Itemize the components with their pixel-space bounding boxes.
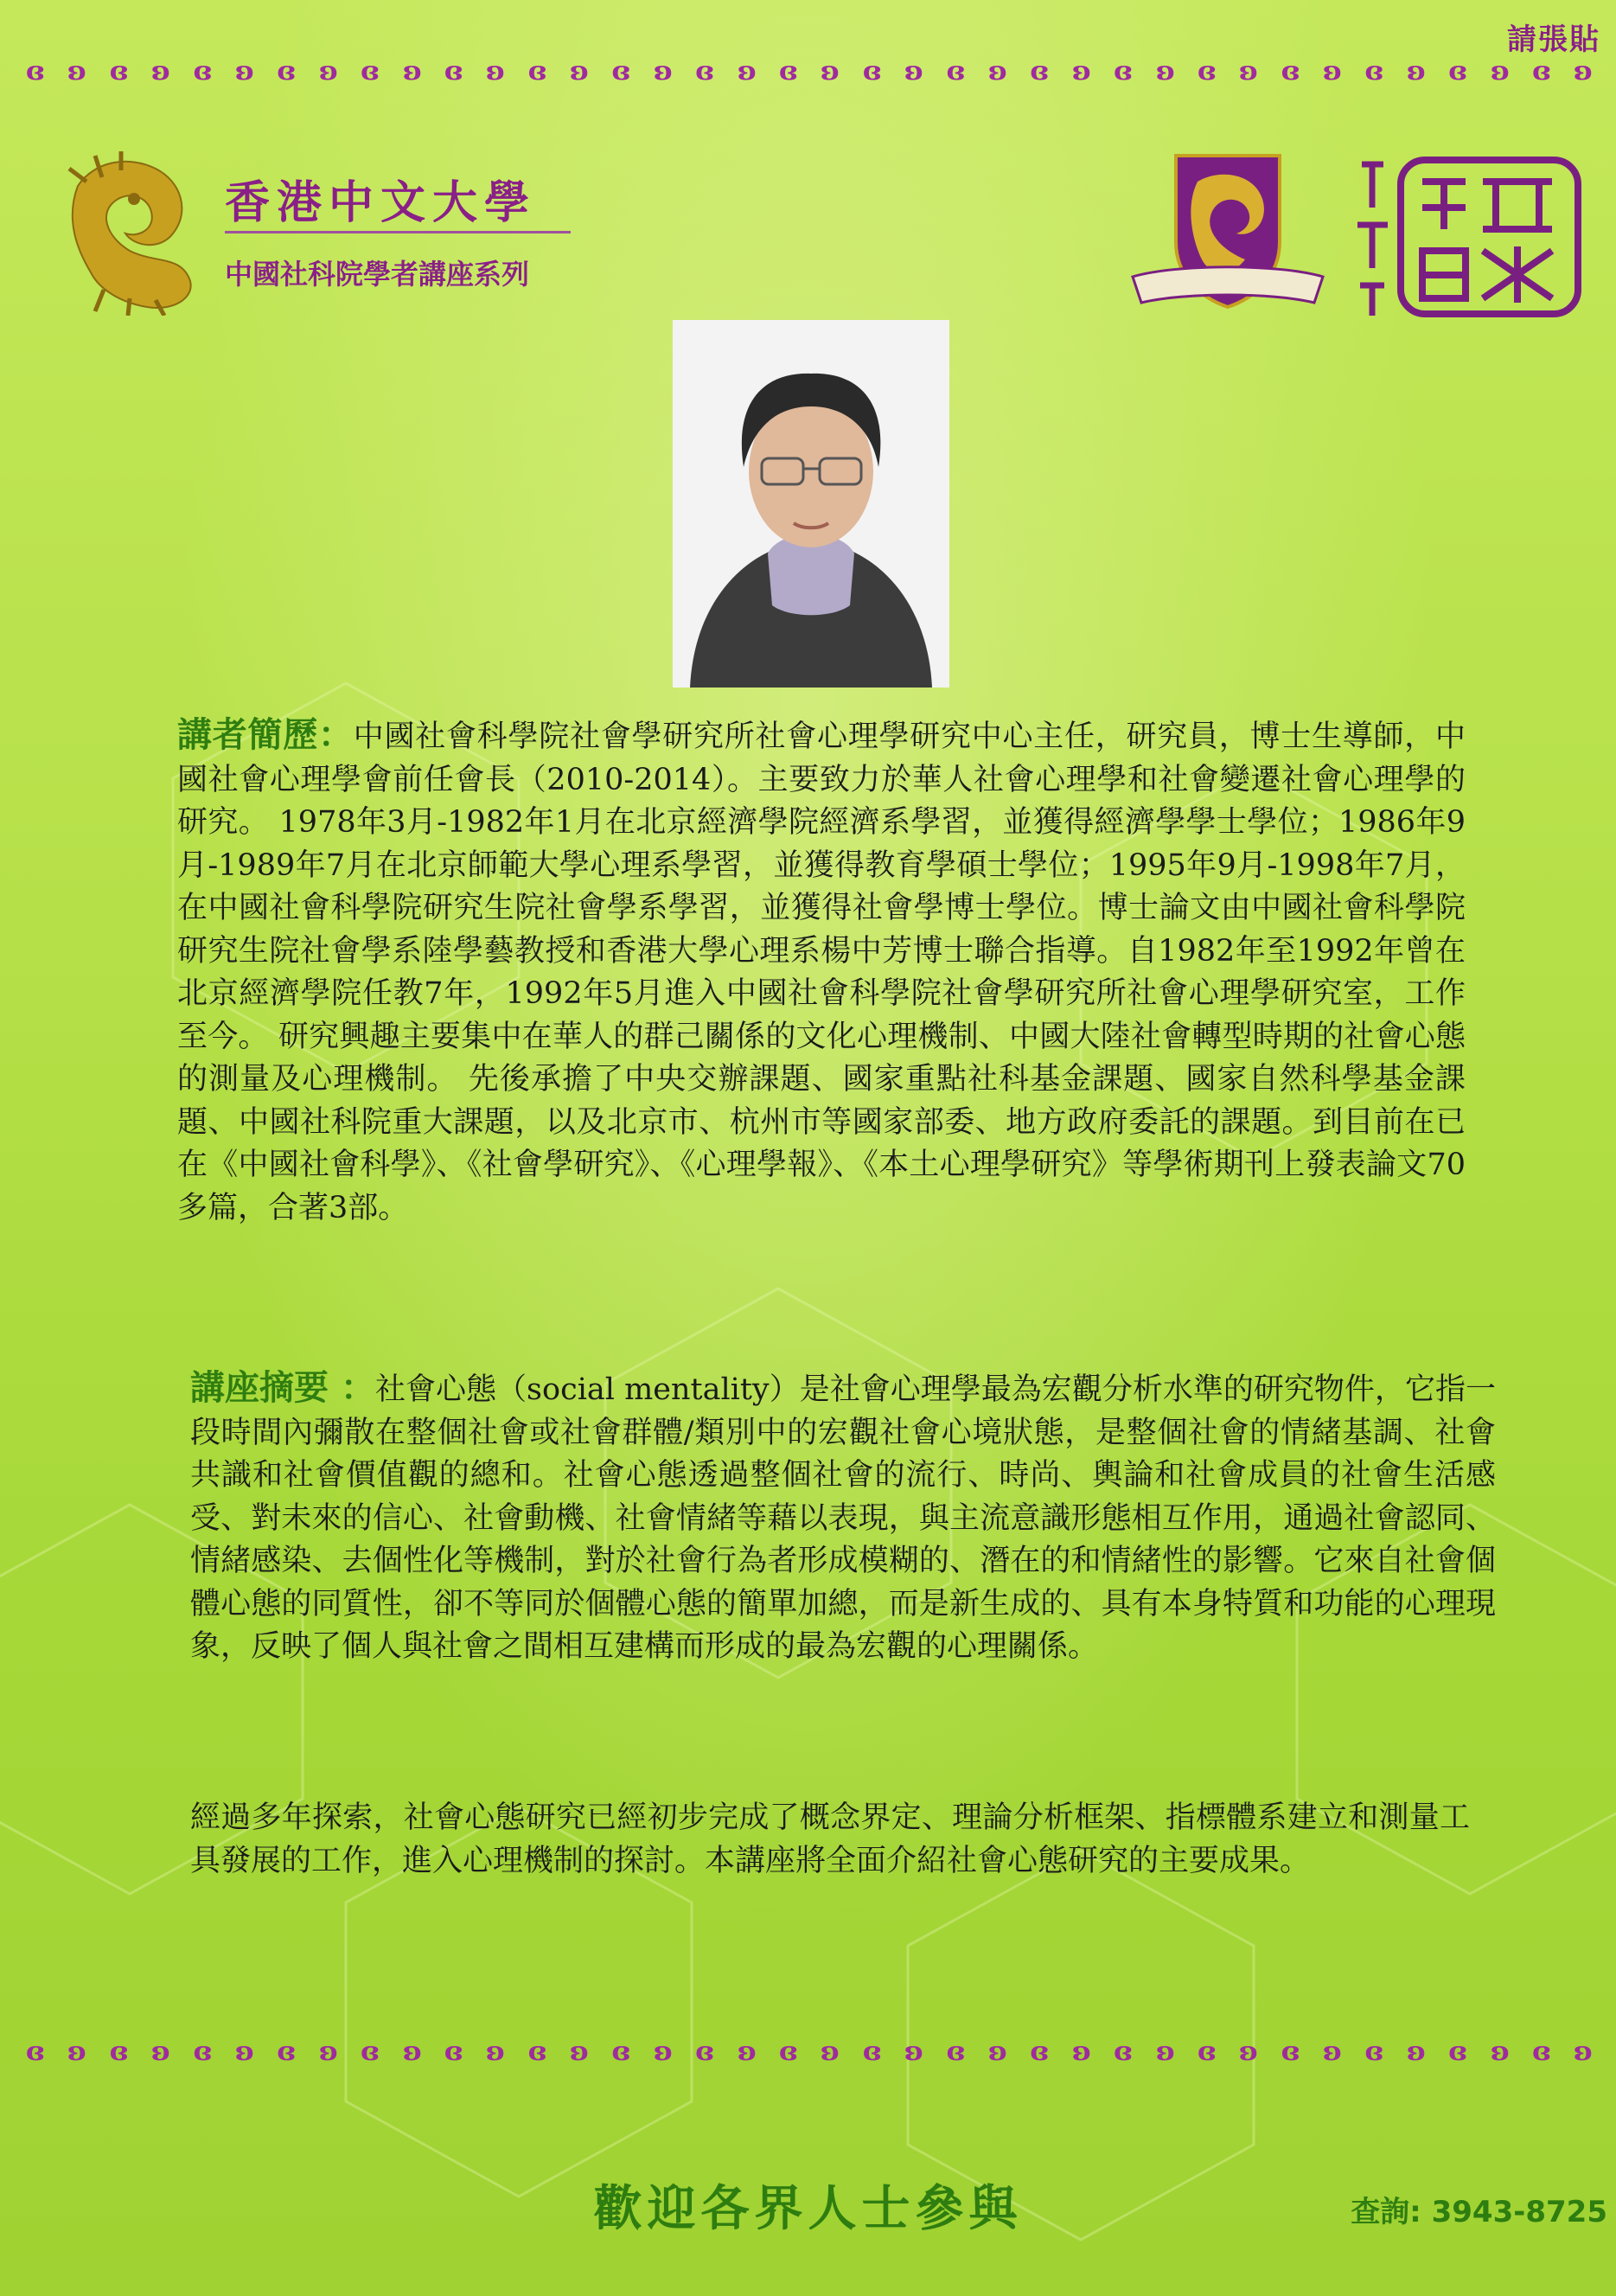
border-ornament-icon: ɞ xyxy=(318,55,338,86)
border-ornament-icon: ɞ xyxy=(1030,2036,1049,2067)
border-ornament-icon: ɞ xyxy=(1071,55,1091,86)
bio-text: 中國社會科學院社會學研究所社會心理學研究中心主任，研究員，博士生導師，中國社會心理學會前任會長（2010-2014）。主要致力於華人社會心理學和社會變遷社會心理學的研究。 1978年3月-1982年1月在北京經濟學院經濟系學習，並獲得經濟學學士學位；1986年9月-1989年7月在北京師範大學心理系學習，並獲得教育學碩士學位；1995年9月-1998年7月，在中國社會科學院研究生院社會學系學習，並獲得社會學博士學位。博士論文由中國社會科學院研究生院社會學系陸學藝教授和香港大學心理系楊中芳博士聯合指導。自1982年至1992年曾在北京經濟學院任教7年，1992年5月進入中國社會科學院社會學研究所社會心理學研究室，工作至今。 研究興趣主要集中在華人的群己關係的文化心理機制、中國大陸社會轉型時期的社會心態的測量及心理機制。 先後承擔了中央交辦課題、國家重點社科基金課題、國家自然科學基金課題、中國社科院重大課題，以及北京市、杭州市等國家部委、地方政府委託的課題。到目前在已在《中國社會科學》、《社會學研究》、《心理學報》、《本土心理學研究》等學術期刊上發表論文70多篇，合著3部。 xyxy=(177,719,1466,1225)
border-ornament-icon: ɞ xyxy=(1114,55,1133,86)
border-ornament-icon: ɞ xyxy=(193,55,212,86)
border-ornament-icon: ɞ xyxy=(1448,2036,1467,2067)
border-ornament-icon: ɞ xyxy=(695,2036,714,2067)
border-ornament-icon: ɞ xyxy=(1406,55,1426,86)
border-ornament-icon: ɞ xyxy=(444,55,463,86)
border-ornament-icon: ɞ xyxy=(821,2036,840,2067)
border-ornament-icon: ɞ xyxy=(109,55,129,86)
border-ornament-icon: ɞ xyxy=(1281,55,1300,86)
university-name: 香港中文大學 xyxy=(225,176,537,229)
cuhk-logo-block xyxy=(52,147,571,320)
border-ornament-icon: ɞ xyxy=(1364,2036,1383,2067)
border-ornament-icon: ɞ xyxy=(402,55,421,86)
dragon-emblem-icon xyxy=(52,151,208,316)
border-ornament-icon: ɞ xyxy=(1155,2036,1174,2067)
decorative-border-top xyxy=(26,54,1593,88)
speaker-portrait-icon xyxy=(673,320,949,688)
border-ornament-icon: ɞ xyxy=(1490,55,1510,86)
border-ornament-icon: ɞ xyxy=(277,55,296,86)
border-ornament-icon: ɞ xyxy=(1406,2036,1426,2067)
border-ornament-icon: ɞ xyxy=(1197,55,1217,86)
border-ornament-icon: ɞ xyxy=(277,2036,296,2067)
please-post-note: 請張貼 xyxy=(1507,22,1600,57)
border-ornament-icon: ɞ xyxy=(1448,55,1467,86)
border-ornament-icon: ɞ xyxy=(1030,55,1049,86)
lecture-abstract xyxy=(190,1366,1496,1669)
abstract-heading: 講座摘要 ： xyxy=(190,1367,375,1408)
border-ornament-icon: ɞ xyxy=(904,55,923,86)
border-ornament-icon: ɞ xyxy=(361,2036,380,2067)
border-ornament-icon: ɞ xyxy=(109,2036,129,2067)
border-ornament-icon: ɞ xyxy=(151,55,170,86)
border-ornament-icon: ɞ xyxy=(1532,2036,1551,2067)
title-divider xyxy=(225,231,571,233)
border-ornament-icon: ɞ xyxy=(1071,2036,1091,2067)
border-ornament-icon: ɞ xyxy=(1114,2036,1133,2067)
border-ornament-icon: ɞ xyxy=(570,2036,589,2067)
enquiry-phone: 查詢: 3943-8725 xyxy=(1351,2195,1607,2229)
border-ornament-icon: ɞ xyxy=(904,2036,923,2067)
border-ornament-icon: ɞ xyxy=(987,55,1007,86)
border-ornament-icon: ɞ xyxy=(1490,2036,1510,2067)
border-ornament-icon: ɞ xyxy=(1239,2036,1258,2067)
border-ornament-icon: ɞ xyxy=(1281,2036,1300,2067)
bio-heading: 講者簡歷： xyxy=(177,714,354,755)
speaker-bio xyxy=(177,713,1466,1230)
border-ornament-icon: ɞ xyxy=(737,2036,757,2067)
border-ornament-icon: ɞ xyxy=(862,55,882,86)
border-ornament-icon: ɞ xyxy=(527,2036,547,2067)
welcome-message: 歡迎各界人士參與 xyxy=(593,2180,1023,2237)
border-ornament-icon: ɞ xyxy=(946,2036,966,2067)
border-ornament-icon: ɞ xyxy=(26,2036,45,2067)
border-ornament-icon: ɞ xyxy=(193,2036,212,2067)
border-ornament-icon: ɞ xyxy=(695,55,714,86)
border-ornament-icon: ɞ xyxy=(1197,2036,1217,2067)
border-ornament-icon: ɞ xyxy=(1574,55,1593,86)
border-ornament-icon: ɞ xyxy=(26,55,45,86)
border-ornament-icon: ɞ xyxy=(862,2036,882,2067)
border-ornament-icon: ɞ xyxy=(67,2036,86,2067)
border-ornament-icon: ɞ xyxy=(1155,55,1174,86)
right-logos xyxy=(1124,147,1591,320)
border-ornament-icon: ɞ xyxy=(444,2036,463,2067)
border-ornament-icon: ɞ xyxy=(1239,55,1258,86)
border-ornament-icon: ɞ xyxy=(653,2036,673,2067)
closing-paragraph: 經過多年探索，社會心態研究已經初步完成了概念界定、理論分析框架、指標體系建立和測量工具發展的工作，進入心理機制的探討。本講座將全面介紹社會心態研究的主要成果。 xyxy=(190,1800,1470,1878)
decorative-border-bottom xyxy=(26,2034,1593,2069)
border-ornament-icon: ɞ xyxy=(486,55,505,86)
speaker-photo xyxy=(673,320,949,688)
academic-seal-icon xyxy=(1353,156,1587,320)
border-ornament-icon: ɞ xyxy=(1323,55,1342,86)
abstract-text: 社會心態（social mentality）是社會心理學最為宏觀分析水準的研究物件，它指一段時間內彌散在整個社會或社會群體/類別中的宏觀社會心境狀態，是整個社會的情緒基調、社會共識和社會價值觀的總和。社會心態透過整個社會的流行、時尚、輿論和社會成員的社會生活感受、對未來的信心、社會動機、社會情緒等藉以表現，與主流意識形態相互作用，通過社會認同、情緒感染、去個性化等機制，對於社會行為者形成模糊的、潛在的和情緒性的影響。它來自社會個體心態的同質性，卻不等同於個體心態的簡單加總，而是新生成的、具有本身特質和功能的心理現象，反映了個人與社會之間相互建構而形成的最為宏觀的心理關係。 xyxy=(190,1372,1496,1664)
border-ornament-icon: ɞ xyxy=(779,2036,798,2067)
border-ornament-icon: ɞ xyxy=(402,2036,421,2067)
border-ornament-icon: ɞ xyxy=(151,2036,170,2067)
border-ornament-icon: ɞ xyxy=(234,55,254,86)
border-ornament-icon: ɞ xyxy=(611,55,630,86)
border-ornament-icon: ɞ xyxy=(67,55,86,86)
border-ornament-icon: ɞ xyxy=(1323,2036,1342,2067)
lecture-series-name: 中國社科院學者講座系列 xyxy=(225,258,530,291)
border-ornament-icon: ɞ xyxy=(527,55,547,86)
border-ornament-icon: ɞ xyxy=(318,2036,338,2067)
border-ornament-icon: ɞ xyxy=(570,55,589,86)
border-ornament-icon: ɞ xyxy=(737,55,757,86)
border-ornament-icon: ɞ xyxy=(611,2036,630,2067)
border-ornament-icon: ɞ xyxy=(486,2036,505,2067)
border-ornament-icon: ɞ xyxy=(1574,2036,1593,2067)
border-ornament-icon: ɞ xyxy=(361,55,380,86)
border-ornament-icon: ɞ xyxy=(1532,55,1551,86)
border-ornament-icon: ɞ xyxy=(1364,55,1383,86)
border-ornament-icon: ɞ xyxy=(234,2036,254,2067)
border-ornament-icon: ɞ xyxy=(987,2036,1007,2067)
border-ornament-icon: ɞ xyxy=(946,55,966,86)
border-ornament-icon: ɞ xyxy=(821,55,840,86)
border-ornament-icon: ɞ xyxy=(779,55,798,86)
border-ornament-icon: ɞ xyxy=(653,55,673,86)
